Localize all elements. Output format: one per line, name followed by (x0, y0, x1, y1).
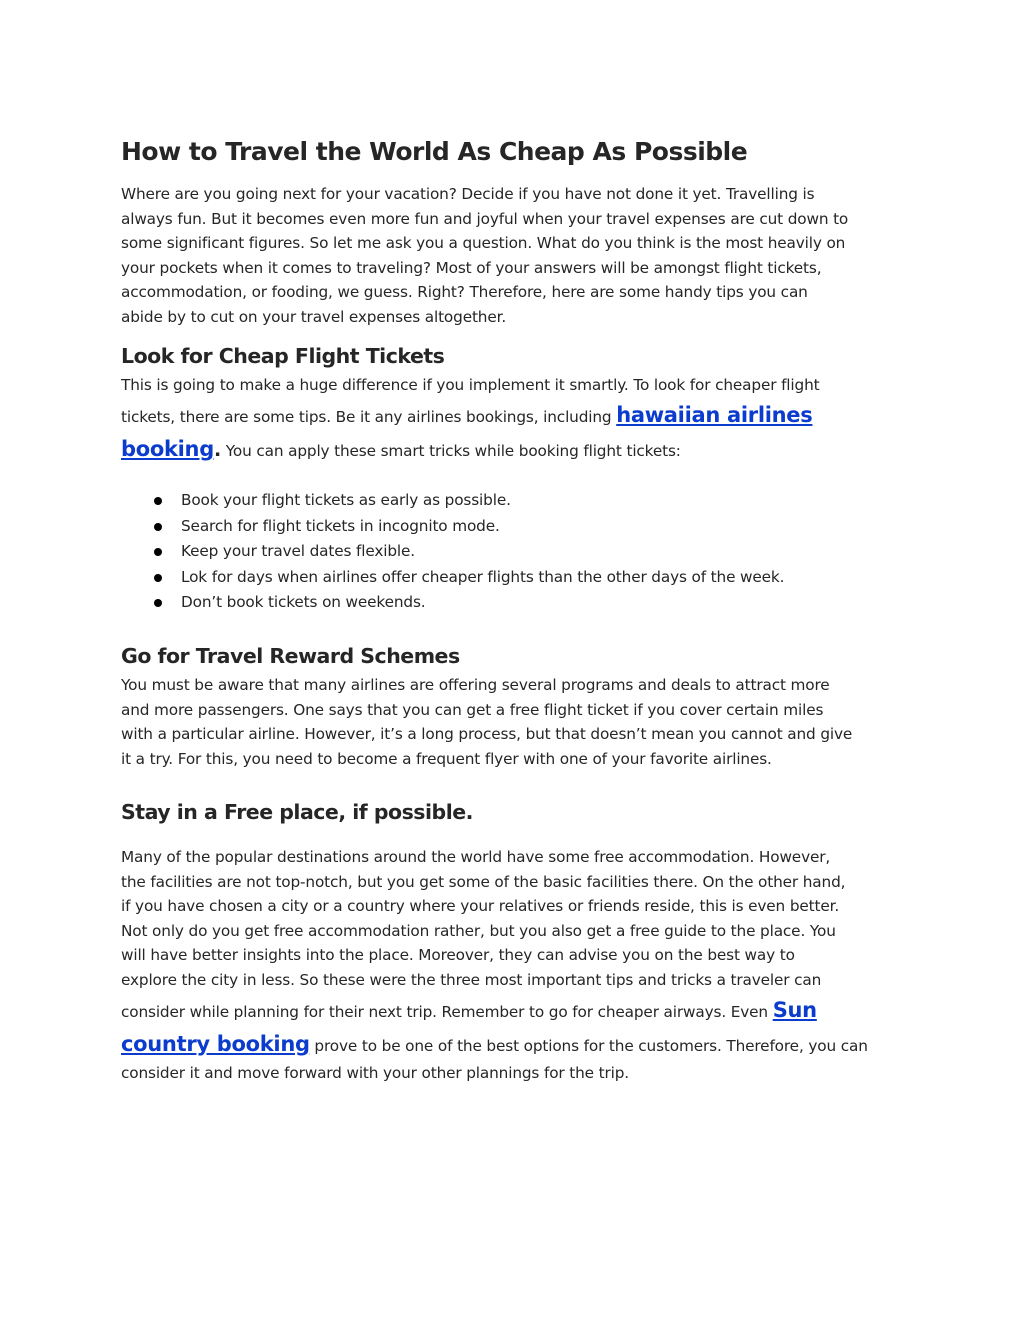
paragraph-line: if you have chosen a city or a country where your relatives or friends reside, this is even better. (121, 897, 840, 916)
cheap-flights-paragraph (121, 373, 911, 466)
bullet-icon (154, 548, 162, 556)
intro-paragraph (121, 182, 911, 330)
paragraph-text: consider while planning for their next trip. Remember to go for cheaper airways. Even (121, 1002, 773, 1021)
list-item (121, 539, 911, 565)
paragraph-line: and more passengers. One says that you can get a free flight ticket if you cover certain miles (121, 700, 824, 719)
link-suffix: . (213, 438, 222, 461)
paragraph-text: tickets, there are some tips. Be it any airlines bookings, including (121, 407, 617, 426)
intro-line: always fun. But it becomes even more fun and joyful when your travel expenses are cut down to (121, 209, 849, 228)
paragraph-line: Many of the popular destinations around the world have some free accommodation. However, (121, 848, 831, 866)
intro-line: some significant figures. So let me ask you a question. What do you think is the most heavily on (121, 234, 846, 253)
intro-line: Where are you going next for your vacation? Decide if you have not done it yet. Travelling is (121, 185, 815, 203)
flight-tips-list (121, 488, 911, 616)
page-title: How to Travel the World As Cheap As Possible (121, 137, 748, 166)
list-item-text: Lok for days when airlines offer cheaper flights than the other days of the week. (181, 567, 785, 586)
paragraph-line: it a try. For this, you need to become a frequent flyer with one of your favorite airlines. (121, 749, 772, 768)
list-item-text: Keep your travel dates flexible. (181, 542, 415, 561)
bullet-icon (154, 574, 162, 582)
list-item (121, 565, 911, 591)
bullet-icon (154, 523, 162, 531)
paragraph-line: explore the city in less. So these were the three most important tips and tricks a traveler can (121, 970, 822, 989)
paragraph-line (121, 398, 911, 434)
bullet-icon (154, 599, 162, 607)
paragraph-text: You can apply these smart tricks while booking flight tickets: (221, 441, 681, 460)
intro-line: abide by to cut on your travel expenses altogether. (121, 307, 507, 326)
intro-line: accommodation, or fooding, we guess. Right? Therefore, here are some handy tips you can (121, 283, 808, 302)
list-item-text: Search for flight tickets in incognito mode. (181, 516, 500, 535)
list-item (121, 488, 911, 514)
paragraph-line: consider it and move forward with your other plannings for the trip. (121, 1063, 629, 1082)
paragraph-line: Not only do you get free accommodation rather, but you also get a free guide to the place. You (121, 921, 836, 940)
paragraph-line (121, 1029, 911, 1061)
paragraph-line (121, 993, 911, 1029)
paragraph-line: You must be aware that many airlines are offering several programs and deals to attract more (121, 676, 830, 694)
section-heading-reward-schemes: Go for Travel Reward Schemes (121, 644, 460, 668)
list-item (121, 514, 911, 540)
paragraph-text: prove to be one of the best options for the customers. Therefore, you can (309, 1036, 868, 1055)
hawaiian-airlines-booking-link[interactable]: hawaiian airlines (616, 402, 813, 427)
sun-country-booking-link-continued[interactable]: country booking (121, 1031, 310, 1056)
paragraph-line: with a particular airline. However, it’s a long process, but that doesn’t mean you cannot and give (121, 725, 853, 744)
paragraph-line: the facilities are not top-notch, but you get some of the basic facilities there. On the other hand, (121, 872, 846, 891)
free-place-paragraph (121, 845, 911, 1085)
paragraph-line: will have better insights into the place. Moreover, they can advise you on the best way to (121, 946, 795, 965)
bullet-icon (154, 497, 162, 505)
section-heading-cheap-flights: Look for Cheap Flight Tickets (121, 344, 445, 368)
intro-line: your pockets when it comes to traveling? Most of your answers will be amongst flight tickets, (121, 258, 822, 277)
list-item-text: Book your flight tickets as early as possible. (181, 491, 511, 509)
sun-country-booking-link[interactable]: Sun (772, 997, 817, 1022)
paragraph-line: This is going to make a huge difference if you implement it smartly. To look for cheaper flight (121, 376, 820, 394)
list-item-text: Don’t book tickets on weekends. (181, 593, 426, 612)
hawaiian-airlines-booking-link-continued[interactable]: booking (121, 436, 214, 461)
section-heading-free-place: Stay in a Free place, if possible. (121, 800, 473, 824)
paragraph-line (121, 434, 911, 466)
reward-schemes-paragraph (121, 673, 911, 771)
list-item (121, 590, 911, 616)
